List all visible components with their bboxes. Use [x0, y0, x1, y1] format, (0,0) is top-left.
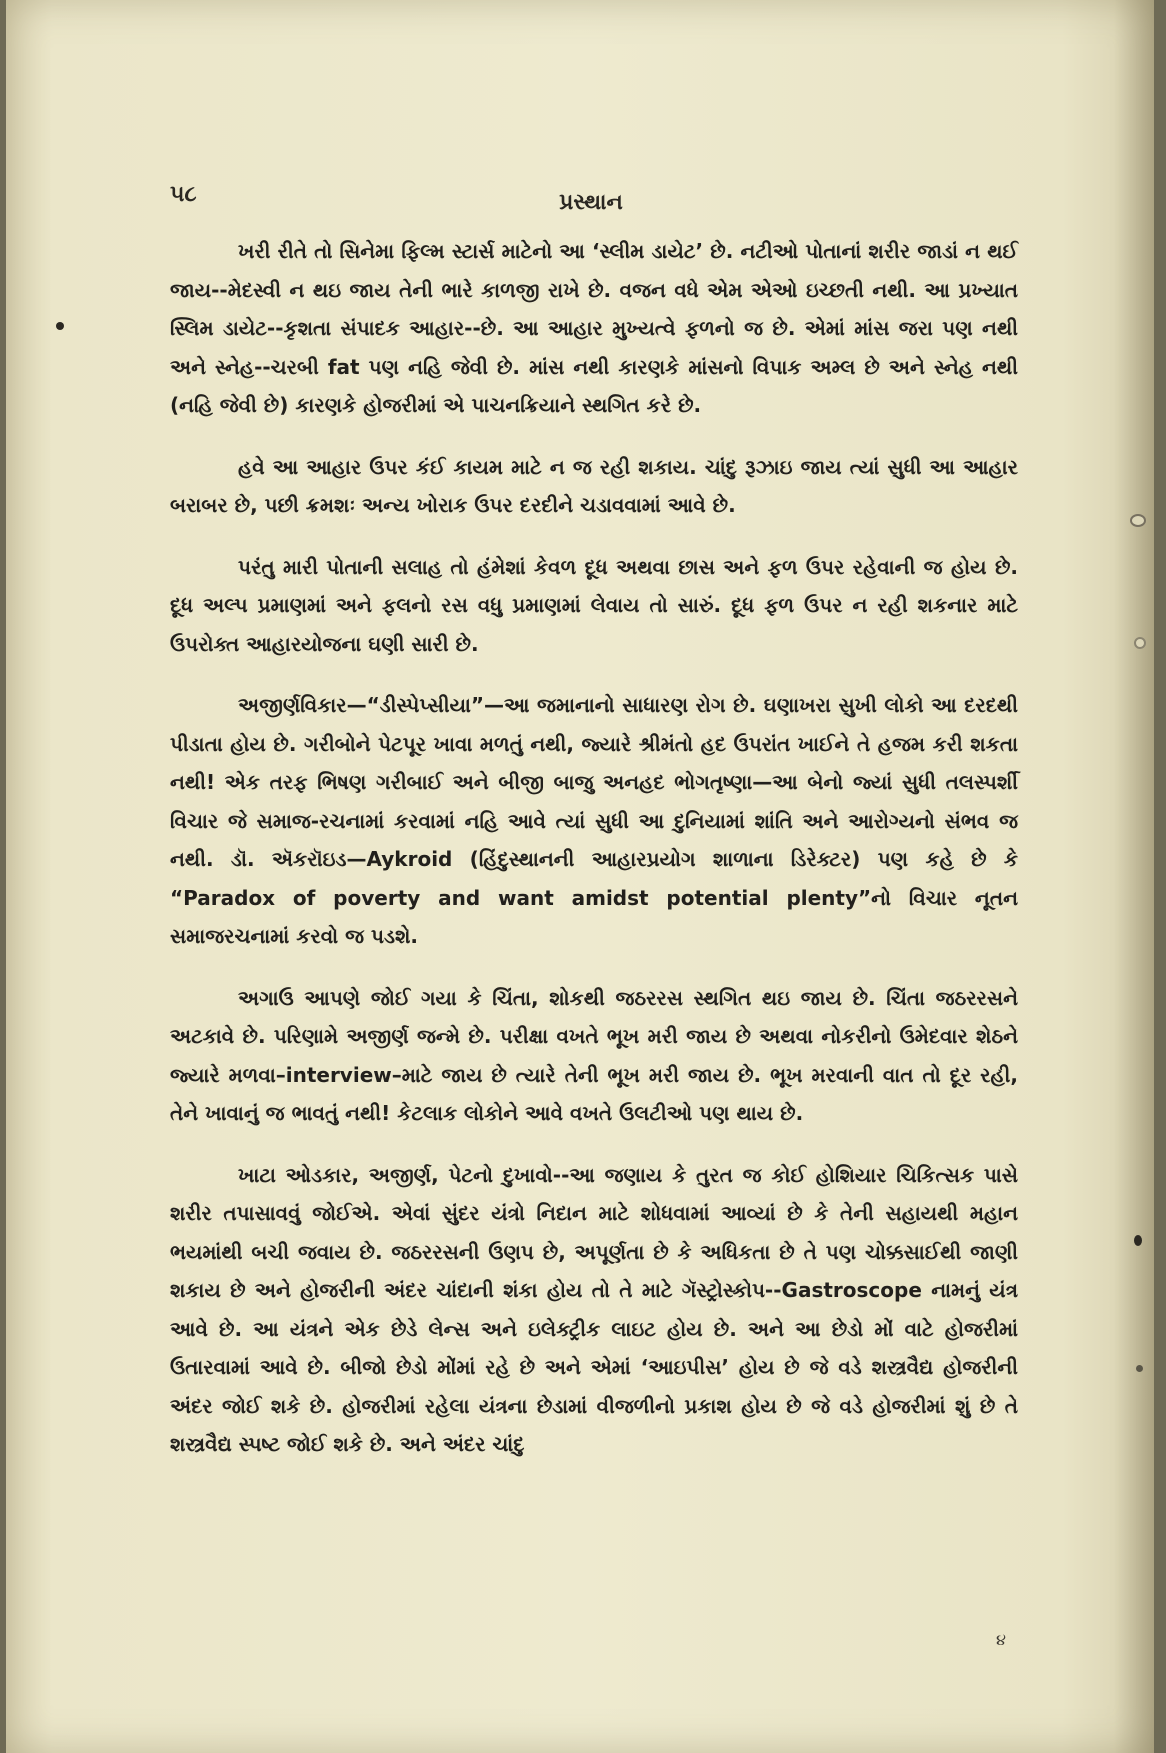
body-text	[170, 232, 1018, 1487]
paragraph: પરંતુ મારી પોતાની સલાહ તો હંમેશાં કેવળ દૂધ અથવા છાસ અને ફળ ઉપર રહેવાની જ હોય છે. દૂધ અલ્પ પ્રમાણમાં અને ફલનો રસ વધુ પ્રમાણમાં લેવાય તો સારું. દૂધ ફળ ઉપર ન રહી શકનાર માટે ઉપરોક્ત આહારયોજના ઘણી સારી છે.	[170, 554, 1018, 656]
binding-hole	[1130, 514, 1146, 527]
page-header	[156, 176, 1026, 216]
paragraph: અજીર્ણવિકાર—“ડીસ્પેપ્સીયા”—આ જમાનાનો સાધારણ રોગ છે. ઘણાખરા સુખી લોકો આ દરદથી પીડાતા હોય છે. ગરીબોને પેટપૂર ખાવા મળતું નથી, જ્યારે શ્રીમંતો હદ ઉપરાંત ખાઈને તે હજમ કરી શકતા નથી! એક તરફ ભિષણ ગરીબાઈ અને બીજી બાજુ અનહદ ભોગતૃષ્ણા—આ બેનો જ્યાં સુધી તલસ્પર્શી વિચાર જે સમાજ-રચનામાં કરવામાં નહિ આવે ત્યાં સુધી આ દુનિયામાં શાંતિ અને આરોગ્યનો સંભવ જ નથી. ડૉ. ઍકરૉઇડ—Aykroid (હિંદુસ્થાનની આહારપ્રયોગ શાળાના ડિરેક્ટર) પણ કહે છે કે “Paradox of poverty and want amidst potential plenty”નો વિચાર નૂતન સમાજરચનામાં કરવો જ પડશે.	[170, 693, 1018, 948]
paragraph: ખાટા ઓડકાર, અજીર્ણ, પેટનો દુખાવો--આ જણાય કે તુરત જ કોઈ હોશિયાર ચિકિત્સક પાસે શરીર તપાસાવવું જોઈએ. એવાં સુંદર યંત્રો નિદાન માટે શોધવામાં આવ્યાં છે કે તેની સહાયથી મહાન ભયમાંથી બચી જવાય છે. જઠરરસની ઉણપ છે, અપૂર્ણતા છે કે અધિકતા છે તે પણ ચોક્કસાઈથી જાણી શકાય છે અને હોજરીની અંદર ચાંદાની શંકા હોય તો તે માટે ગૅસ્ટ્રોસ્કોપ--Gastroscope નામનું યંત્ર આવે છે. આ યંત્રને એક છેડે લેન્સ અને ઇલેક્ટ્રીક લાઇટ હોય છે. અને આ છેડો મોં વાટે હોજરીમાં ઉતારવામાં આવે છે. બીજો છેડો મોંમાં રહે છે અને એમાં ‘આઇપીસ’ હોય છે જે વડે શસ્ત્રવૈદ્ય હોજરીની અંદર જોઈ શકે છે. હોજરીમાં રહેલા યંત્રના છેડામાં વીજળીનો પ્રકાશ હોય છે જે વડે હોજરીમાં શું છે તે શસ્ત્રવૈદ્ય સ્પષ્ટ જોઈ શકે છે. અને અંદર ચાંદુ	[170, 1162, 1018, 1456]
page-edge-shadow	[1114, 0, 1154, 1753]
running-title: પ્રસ્થાન	[559, 190, 623, 215]
page-number: ૫૮	[170, 182, 197, 207]
paragraph: અગાઉ આપણે જોઈ ગયા કે ચિંતા, શોકથી જઠરરસ સ્થગિત થઇ જાય છે. ચિંતા જઠરરસને અટકાવે છે. પરિણામે અજીર્ણ જન્મે છે. પરીક્ષા વખતે ભૂખ મરી જાય છે અથવા નોકરીનો ઉમેદવાર શેઠને જ્યારે મળવા–interview–માટે જાય છે ત્યારે તેની ભૂખ મરી જાય છે. ભૂખ મરવાની વાત તો દૂર રહી, તેને ખાવાનું જ ભાવતું નથી! કેટલાક લોકોને આવે વખતે ઉલટીઓ પણ થાય છે.	[170, 985, 1018, 1125]
book-page	[6, 0, 1154, 1753]
paragraph: હવે આ આહાર ઉપર કંઈ કાયમ માટે ન જ રહી શકાય. ચાંદુ રૂઝાઇ જાય ત્યાં સુધી આ આહાર બરાબર છે, પછી ક્રમશઃ અન્ય ખોરાક ઉપર દરદીને ચડાવવામાં આવે છે.	[170, 454, 1018, 517]
binding-hole	[1134, 1235, 1142, 1246]
paragraph: ખરી રીતે તો સિનેમા ફિલ્મ સ્ટાર્સ માટેનો આ ‘સ્લીમ ડાયેટ’ છે. નટીઓ પોતાનાં શરીર જાડાં ન થઈ જાય--મેદસ્વી ન થઇ જાય તેની ભારે કાળજી રાખે છે. વજન વધે એમ એઓ ઇચ્છતી નથી. આ પ્રખ્યાત સ્લિમ ડાયેટ--કૃશતા સંપાદક આહાર--છે. આ આહાર મુખ્યત્વે ફળનો જ છે. એમાં માંસ જરા પણ નથી અને સ્નેહ--ચરબી fat પણ નહિ જેવી છે. માંસ નથી કારણકે માંસનો વિપાક અમ્લ છે અને સ્નેહ નથી (નહિ જેવી છે) કારણકે હોજરીમાં એ પાચનક્રિયાને સ્થગિત કરે છે.	[170, 239, 1018, 417]
folio-mark: ૪	[996, 1630, 1006, 1649]
binding-hole	[1134, 637, 1146, 649]
binding-hole	[1136, 1365, 1143, 1372]
left-margin-dot	[56, 322, 64, 330]
